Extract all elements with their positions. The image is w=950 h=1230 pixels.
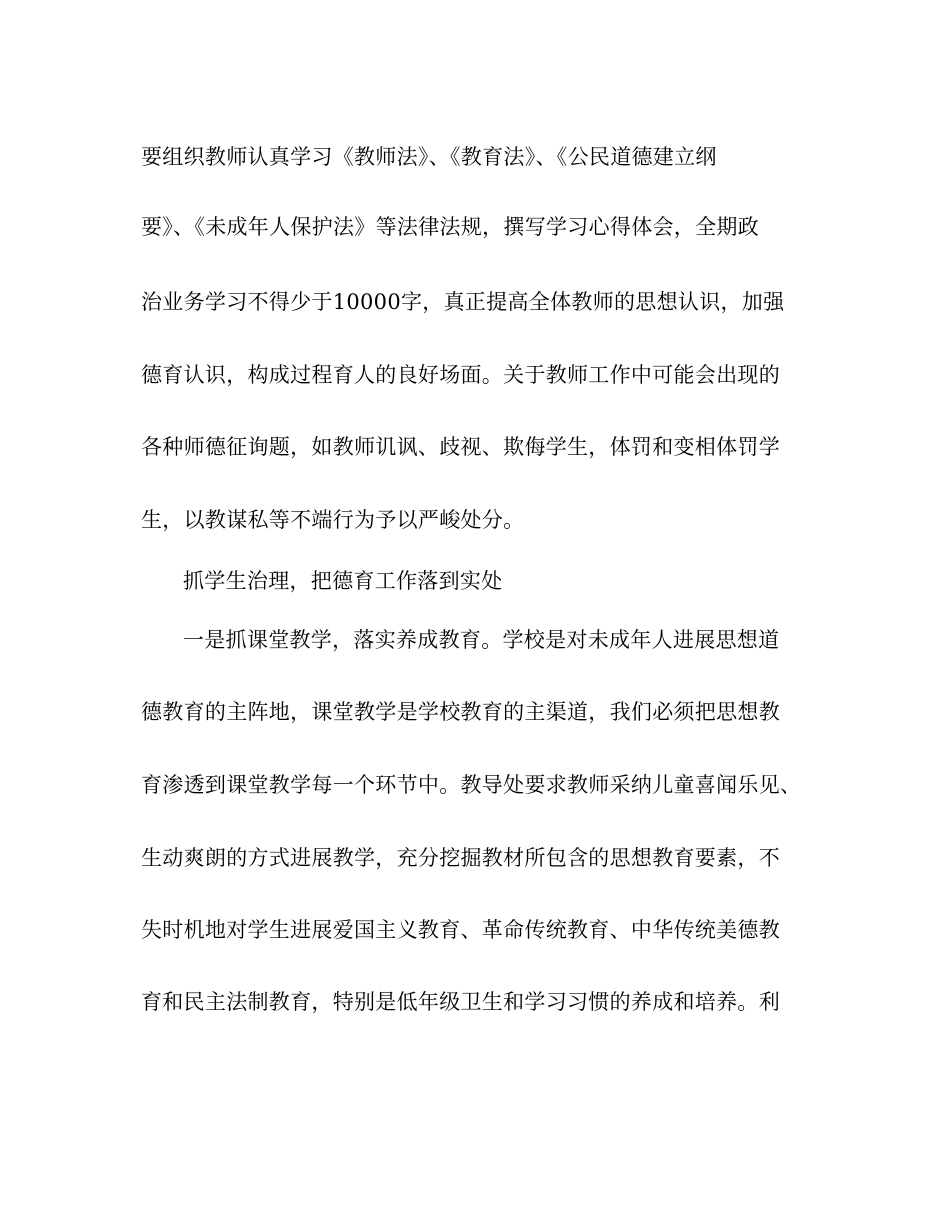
- paragraph-line: 生动爽朗的方式进展教学，充分挖掘教材所包含的思想教育要素，不: [141, 846, 780, 870]
- paragraph-line: 育渗透到课堂教学每一个环节中。教导处要求教师采纳儿童喜闻乐见、: [141, 773, 802, 797]
- paragraph-line: 各种师德征询题，如教师讥讽、歧视、欺侮学生，体罚和变相体罚学: [141, 435, 780, 459]
- paragraph-line: 育和民主法制教育，特别是低年级卫生和学习习惯的养成和培养。利: [141, 990, 780, 1014]
- paragraph-line: 要》、《未成年人保护法》等法律法规，撰写学习心得体会，全期政: [141, 215, 759, 239]
- section-heading: 抓学生治理，把德育工作落到实处: [183, 569, 503, 593]
- paragraph-line: 德教育的主阵地，课堂教学是学校教育的主渠道，我们必须把思想教: [141, 700, 780, 724]
- paragraph-line: 生，以教谋私等不端行为予以严峻处分。: [141, 508, 525, 532]
- paragraph-line: 要组织教师认真学习《教师法》、《教育法》、《公民道德建立纲: [141, 145, 717, 169]
- paragraph-line: 德育认识，构成过程育人的良好场面。关于教师工作中可能会出现的: [141, 363, 780, 387]
- paragraph-line: 一是抓课堂教学，落实养成教育。学校是对未成年人进展思想道: [183, 628, 780, 652]
- paragraph-line: 失时机地对学生进展爱国主义教育、革命传统教育、中华传统美德教: [141, 918, 780, 942]
- paragraph-line: 治业务学习不得少于10000字，真正提高全体教师的思想认识，加强: [141, 290, 785, 314]
